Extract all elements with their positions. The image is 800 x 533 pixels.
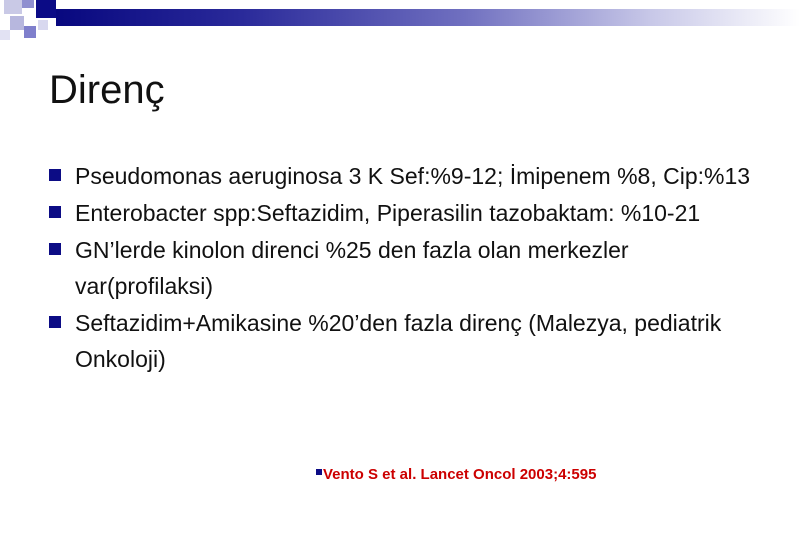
citation <box>316 466 596 483</box>
square-bullet-icon <box>49 243 61 255</box>
bullet-text: GN’lerde kinolon direnci %25 den fazla olan merkezler var(profilaksi) <box>75 237 629 299</box>
decorative-square <box>4 0 22 14</box>
decorative-square <box>38 20 48 30</box>
slide-title: Direnç <box>49 68 165 112</box>
bullet-item <box>46 158 766 194</box>
square-bullet-icon <box>316 469 322 475</box>
bullet-item <box>46 305 766 377</box>
decorative-square <box>36 0 56 18</box>
decorative-square <box>22 0 34 8</box>
bullet-list <box>46 158 766 378</box>
citation-text: Vento S et al. Lancet Oncol 2003;4:595 <box>323 466 597 483</box>
square-bullet-icon <box>49 206 61 218</box>
bullet-text: Seftazidim+Amikasine %20’den fazla direnç (Malezya, pediatrik Onkoloji) <box>75 310 722 372</box>
decorative-square <box>10 16 24 30</box>
bullet-item <box>46 195 766 231</box>
square-bullet-icon <box>49 169 61 181</box>
header-gradient-bar <box>56 9 800 26</box>
decorative-square <box>0 30 10 40</box>
bullet-text: Enterobacter spp:Seftazidim, Piperasilin tazobaktam: %10-21 <box>75 200 701 226</box>
bullet-text: Pseudomonas aeruginosa 3 K Sef:%9-12; İmipenem %8, Cip:%13 <box>75 163 751 189</box>
bullet-item <box>46 232 766 304</box>
decorative-square <box>24 26 36 38</box>
square-bullet-icon <box>49 316 61 328</box>
